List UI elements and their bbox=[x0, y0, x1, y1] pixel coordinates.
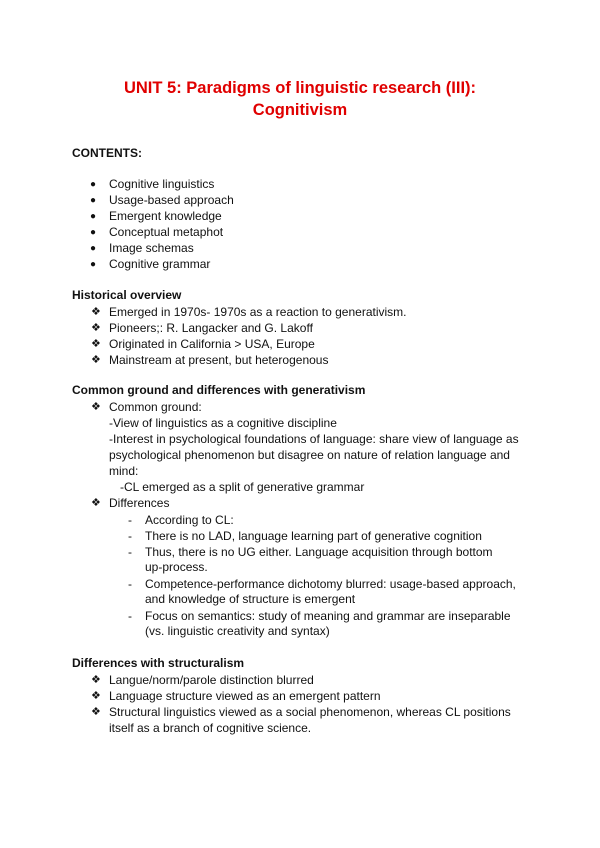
bullet-dot-icon: ● bbox=[90, 211, 97, 222]
contents-item: Image schemas bbox=[109, 241, 194, 255]
contents-item: Cognitive linguistics bbox=[109, 177, 215, 191]
contents-heading: CONTENTS: bbox=[72, 146, 142, 160]
bullet-dot-icon: ● bbox=[90, 227, 97, 238]
structuralism-item: Language structure viewed as an emergent pattern bbox=[109, 689, 381, 703]
dash-bullet-icon: - bbox=[128, 577, 132, 591]
diamond-bullet-icon: ❖ bbox=[91, 497, 101, 509]
dash-bullet-icon: - bbox=[128, 529, 132, 543]
difference-item-cont: up-process. bbox=[145, 560, 208, 574]
common-ground-line: psychological phenomenon but disagree on nature of relation language and bbox=[109, 448, 510, 462]
common-heading: Common ground and differences with generativism bbox=[72, 383, 366, 397]
historical-heading: Historical overview bbox=[72, 288, 182, 302]
structuralism-item: Structural linguistics viewed as a social phenomenon, whereas CL positions bbox=[109, 705, 511, 719]
contents-item: Emergent knowledge bbox=[109, 209, 222, 223]
historical-item: Emerged in 1970s- 1970s as a reaction to generativism. bbox=[109, 305, 407, 319]
contents-item: Usage-based approach bbox=[109, 193, 234, 207]
diamond-bullet-icon: ❖ bbox=[91, 401, 101, 413]
difference-item: Competence-performance dichotomy blurred: usage-based approach, bbox=[145, 577, 516, 591]
structuralism-heading: Differences with structuralism bbox=[72, 656, 245, 670]
dash-bullet-icon: - bbox=[128, 513, 132, 527]
historical-item: Mainstream at present, but heterogenous bbox=[109, 353, 329, 367]
contents-item: Cognitive grammar bbox=[109, 257, 211, 271]
page-title-line1: UNIT 5: Paradigms of linguistic research (III): bbox=[123, 79, 477, 97]
common-ground-label: Common ground: bbox=[109, 400, 202, 414]
difference-item: There is no LAD, language learning part of generative cognition bbox=[145, 529, 482, 543]
diamond-bullet-icon: ❖ bbox=[91, 674, 101, 686]
bullet-dot-icon: ● bbox=[90, 243, 97, 254]
differences-label: Differences bbox=[109, 496, 170, 510]
difference-item-cont: and knowledge of structure is emergent bbox=[145, 592, 356, 606]
common-ground-line: -View of linguistics as a cognitive discipline bbox=[109, 416, 337, 430]
common-ground-sub: -CL emerged as a split of generative grammar bbox=[120, 480, 365, 494]
difference-item-cont: (vs. linguistic creativity and syntax) bbox=[145, 624, 330, 638]
diamond-bullet-icon: ❖ bbox=[91, 690, 101, 702]
difference-item: According to CL: bbox=[145, 513, 234, 527]
common-ground-line: mind: bbox=[109, 464, 139, 478]
structuralism-item: Langue/norm/parole distinction blurred bbox=[109, 673, 314, 687]
dash-bullet-icon: - bbox=[128, 545, 132, 559]
diamond-bullet-icon: ❖ bbox=[91, 306, 101, 318]
diamond-bullet-icon: ❖ bbox=[91, 322, 101, 334]
historical-item: Originated in California > USA, Europe bbox=[109, 337, 315, 351]
bullet-dot-icon: ● bbox=[90, 179, 97, 190]
historical-item: Pioneers;: R. Langacker and G. Lakoff bbox=[109, 321, 313, 335]
diamond-bullet-icon: ❖ bbox=[91, 706, 101, 718]
page-title-line2: Cognitivism bbox=[252, 101, 348, 119]
difference-item: Focus on semantics: study of meaning and grammar are inseparable bbox=[145, 609, 511, 623]
contents-item: Conceptual metaphot bbox=[109, 225, 224, 239]
dash-bullet-icon: - bbox=[128, 609, 132, 623]
bullet-dot-icon: ● bbox=[90, 259, 97, 270]
diamond-bullet-icon: ❖ bbox=[91, 338, 101, 350]
difference-item: Thus, there is no UG either. Language acquisition through bottom bbox=[145, 545, 493, 559]
structuralism-item-cont: itself as a branch of cognitive science. bbox=[109, 721, 312, 735]
common-ground-line: -Interest in psychological foundations of language: share view of language as bbox=[109, 432, 519, 446]
bullet-dot-icon: ● bbox=[90, 195, 97, 206]
diamond-bullet-icon: ❖ bbox=[91, 354, 101, 366]
